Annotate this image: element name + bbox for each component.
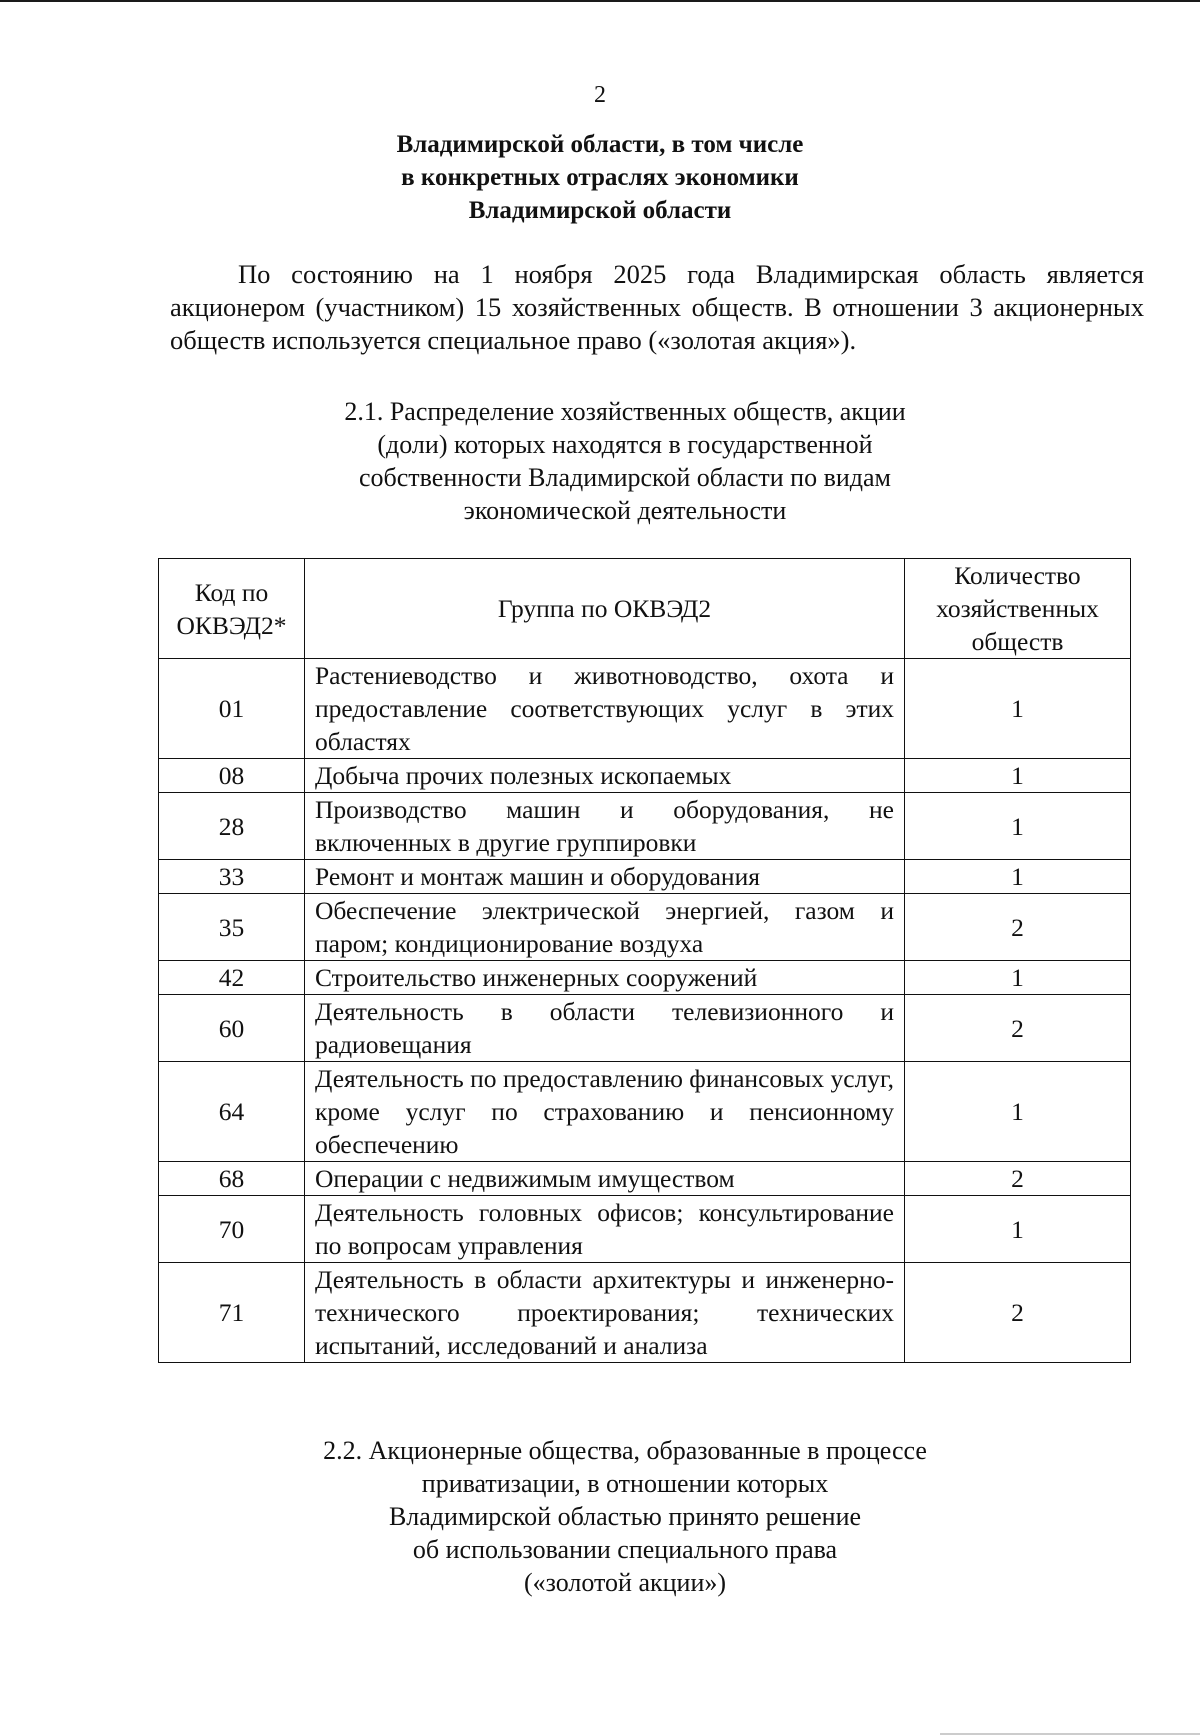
table-row <box>159 1263 1131 1363</box>
heading-line: Владимирской области, в том числе <box>396 131 804 158</box>
okved-group: Деятельность в области архитектуры и инженерно-технического проектирования; технических испытаний, исследований и анализа <box>305 1263 905 1363</box>
caption-line: 2.2. Акционерные общества, образованные в процессе <box>323 1436 927 1465</box>
okved-code: 68 <box>159 1162 305 1196</box>
table-header-row <box>159 559 1131 659</box>
table-row <box>159 860 1131 894</box>
header-count-line: Количество <box>954 561 1081 590</box>
okved-code: 60 <box>159 995 305 1062</box>
okved-code: 08 <box>159 759 305 793</box>
company-count: 1 <box>905 1196 1131 1263</box>
table-row <box>159 1162 1131 1196</box>
okved-group: Производство машин и оборудования, не включенных в другие группировки <box>305 793 905 860</box>
okved-group: Растениеводство и животноводство, охота и предоставление соответствующих услуг в этих областях <box>305 659 905 759</box>
caption-line: собственности Владимирской области по видам <box>359 463 891 492</box>
company-count: 2 <box>905 894 1131 961</box>
table-row <box>159 894 1131 961</box>
caption-line: приватизации, в отношении которых <box>421 1469 829 1498</box>
caption-line: 2.1. Распределение хозяйственных обществ, акции <box>344 397 906 426</box>
company-count: 2 <box>905 1162 1131 1196</box>
table-row <box>159 759 1131 793</box>
okved-code: 70 <box>159 1196 305 1263</box>
okved-code: 71 <box>159 1263 305 1363</box>
company-count: 2 <box>905 1263 1131 1363</box>
page-heading <box>250 128 950 227</box>
table-row <box>159 659 1131 759</box>
okved-group: Операции с недвижимым имуществом <box>305 1162 905 1196</box>
okved-code: 28 <box>159 793 305 860</box>
intro-text: По состоянию на 1 ноября 2025 года Владимирская область является акционером (участником) 15 хозяйственных обществ. В отношении 3 акционерных обществ используется специальное право («золотая акция»). <box>170 259 1144 355</box>
okved-code: 64 <box>159 1062 305 1162</box>
company-count: 1 <box>905 759 1131 793</box>
header-code-line: ОКВЭД2* <box>176 610 287 640</box>
company-count: 2 <box>905 995 1131 1062</box>
table-row <box>159 961 1131 995</box>
company-count: 1 <box>905 659 1131 759</box>
okved-code: 33 <box>159 860 305 894</box>
header-code-line: Код по <box>194 577 269 607</box>
okved-code: 01 <box>159 659 305 759</box>
okved-code: 35 <box>159 894 305 961</box>
caption-line: («золотой акции») <box>523 1568 727 1597</box>
page-number: 2 <box>594 82 606 108</box>
okved-group: Строительство инженерных сооружений <box>305 961 905 995</box>
okved-group: Добыча прочих полезных ископаемых <box>305 759 905 793</box>
heading-line: в конкретных отраслях экономики <box>401 164 799 191</box>
heading-line: Владимирской области <box>468 197 732 224</box>
okved-group: Ремонт и монтаж машин и оборудования <box>305 860 905 894</box>
table-row <box>159 995 1131 1062</box>
okved-group: Деятельность по предоставлению финансовых услуг, кроме услуг по страхованию и пенсионному обеспечению <box>305 1062 905 1162</box>
table-row <box>159 1196 1131 1263</box>
header-count <box>905 559 1131 659</box>
caption-line: Владимирской областью принято решение <box>388 1502 862 1531</box>
header-count-line: хозяйственных <box>936 594 1099 623</box>
company-count: 1 <box>905 961 1131 995</box>
caption-line: (доли) которых находятся в государственной <box>377 430 873 459</box>
company-count: 1 <box>905 860 1131 894</box>
okved-group: Деятельность головных офисов; консультирование по вопросам управления <box>305 1196 905 1263</box>
header-code <box>159 559 305 659</box>
okved-table <box>158 558 1131 1363</box>
okved-group: Деятельность в области телевизионного и радиовещания <box>305 995 905 1062</box>
okved-code: 42 <box>159 961 305 995</box>
okved-group: Обеспечение электрической энергией, газом и паром; кондиционирование воздуха <box>305 894 905 961</box>
table-row <box>159 793 1131 860</box>
header-count-line: обществ <box>971 627 1064 656</box>
intro-paragraph <box>170 258 1144 357</box>
table-row <box>159 1062 1131 1162</box>
section-2-2-title <box>200 1434 1050 1599</box>
caption-line: об использовании специального права <box>412 1535 838 1564</box>
top-border-line <box>0 0 1200 2</box>
section-2-1-title <box>200 395 1050 527</box>
company-count: 1 <box>905 1062 1131 1162</box>
company-count: 1 <box>905 793 1131 860</box>
header-group: Группа по ОКВЭД2 <box>305 559 905 659</box>
caption-line: экономической деятельности <box>463 496 787 525</box>
